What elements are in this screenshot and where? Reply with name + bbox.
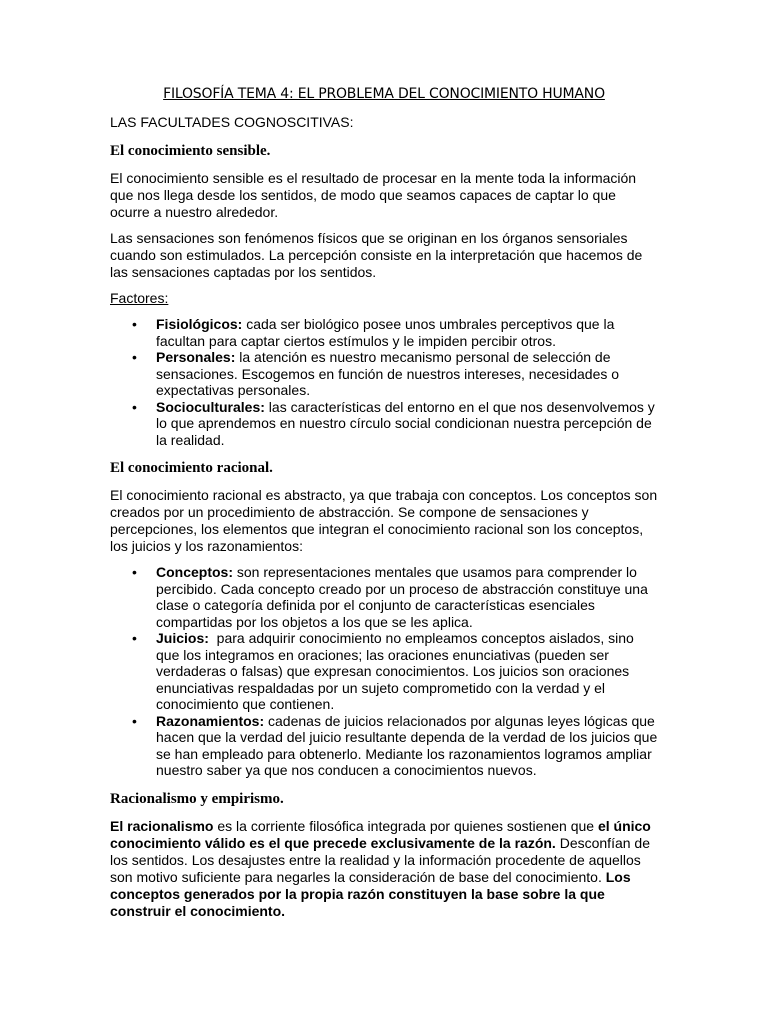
- term: Razonamientos:: [156, 712, 265, 729]
- bullet-icon: •: [132, 316, 137, 332]
- term-text: cada ser biológico posee unos umbrales perceptivos que la facultan para captar ciertos estímulos y le impiden percibir otros.: [156, 316, 615, 349]
- paragraph-racionalismo: [110, 818, 658, 920]
- bullet-icon: •: [132, 630, 137, 646]
- heading-sensible: El conocimiento sensible.: [110, 143, 271, 159]
- bullet-icon: •: [132, 349, 137, 365]
- bold-text: el único conocimiento válido es el que precede exclusivamente de la razón.: [110, 817, 651, 851]
- list-item: [132, 316, 658, 349]
- list-item: [132, 349, 658, 399]
- text: es la corriente filosófica integrada por quienes sostienen que: [213, 817, 598, 834]
- paragraph: Las sensaciones son fenómenos físicos que se originan en los órganos sensoriales cuando son estimulados. La percepción consiste en la interpretación que hacemos de las sensaciones captadas por los sentidos.: [110, 230, 643, 280]
- term-text: las características del entorno en el que nos desenvolvemos y lo que aprendemos en nuestro círculo social condicionan nuestra percepción de la realidad.: [156, 398, 655, 448]
- term: Juicios:: [156, 630, 209, 646]
- term-text: son representaciones mentales que usamos para comprender lo percibido. Cada concepto creado por un proceso de abstracción constituye una clase o categoría definida por el conjunto de características esenciales compartidas por los objetos a los que se les aplica.: [156, 564, 648, 630]
- list-item: [132, 564, 658, 630]
- elements-list: [110, 564, 658, 779]
- term: Socioculturales:: [156, 398, 265, 415]
- document-title: FILOSOFÍA TEMA 4: EL PROBLEMA DEL CONOCIMIENTO HUMANO: [163, 86, 605, 102]
- paragraph: El conocimiento racional es abstracto, ya que trabaja con conceptos. Los conceptos son creados por un procedimiento de abstracción. Se compone de sensaciones y percepciones, los elementos que integran el conocimiento racional son los conceptos, los juicios y los razonamientos:: [110, 487, 658, 554]
- bullet-icon: •: [132, 398, 137, 415]
- term: Personales:: [156, 349, 236, 365]
- bold-text: Los conceptos generados por la propia razón constituyen la base sobre la que construir el conocimiento.: [110, 868, 631, 919]
- term-text: cadenas de juicios relacionados por algunas leyes lógicas que hacen que la verdad del juicio resultante dependa de la verdad de los juicios que se han empleado para obtenerlo. Mediante los razonamientos logramos ampliar nuestro saber ya que nos conducen a conocimientos nuevos.: [156, 712, 658, 778]
- term-text: la atención es nuestro mecanismo personal de selección de sensaciones. Escogemos en función de nuestros intereses, necesidades o expectativas personales.: [156, 349, 620, 398]
- heading-racionalismo: Racionalismo y empirismo.: [110, 790, 284, 807]
- list-item: [132, 712, 658, 779]
- factors-list: [110, 316, 658, 448]
- factors-label: Factores:: [110, 290, 169, 306]
- heading-racional: El conocimiento racional.: [110, 460, 273, 476]
- bullet-icon: •: [132, 712, 137, 729]
- term-text: para adquirir conocimiento no empleamos conceptos aislados, sino que los integramos en oraciones; las oraciones enunciativas (pueden ser verdaderas o falsas) que expresan conocimientos. Los juicios son oraciones enunciativas respaldadas por un sujeto comprometido con la verdad y el conocimiento que contienen.: [156, 630, 638, 712]
- bold-text: El racionalismo: [110, 817, 214, 834]
- list-item: [132, 398, 658, 449]
- section-label: LAS FACULTADES COGNOSCITIVAS:: [110, 114, 354, 130]
- text: Desconfían de los sentidos. Los desajustes entre la realidad y la información procedente de aquellos son motivo suficiente para negarles la consideración de base del conocimiento.: [110, 834, 650, 885]
- term: Conceptos:: [156, 564, 233, 580]
- paragraph: El conocimiento sensible es el resultado de procesar en la mente toda la información que nos llega desde los sentidos, de modo que seamos capaces de captar lo que ocurre a nuestro alrededor.: [110, 170, 637, 220]
- list-item: [132, 630, 658, 713]
- term: Fisiológicos:: [156, 316, 243, 332]
- bullet-icon: •: [132, 564, 137, 580]
